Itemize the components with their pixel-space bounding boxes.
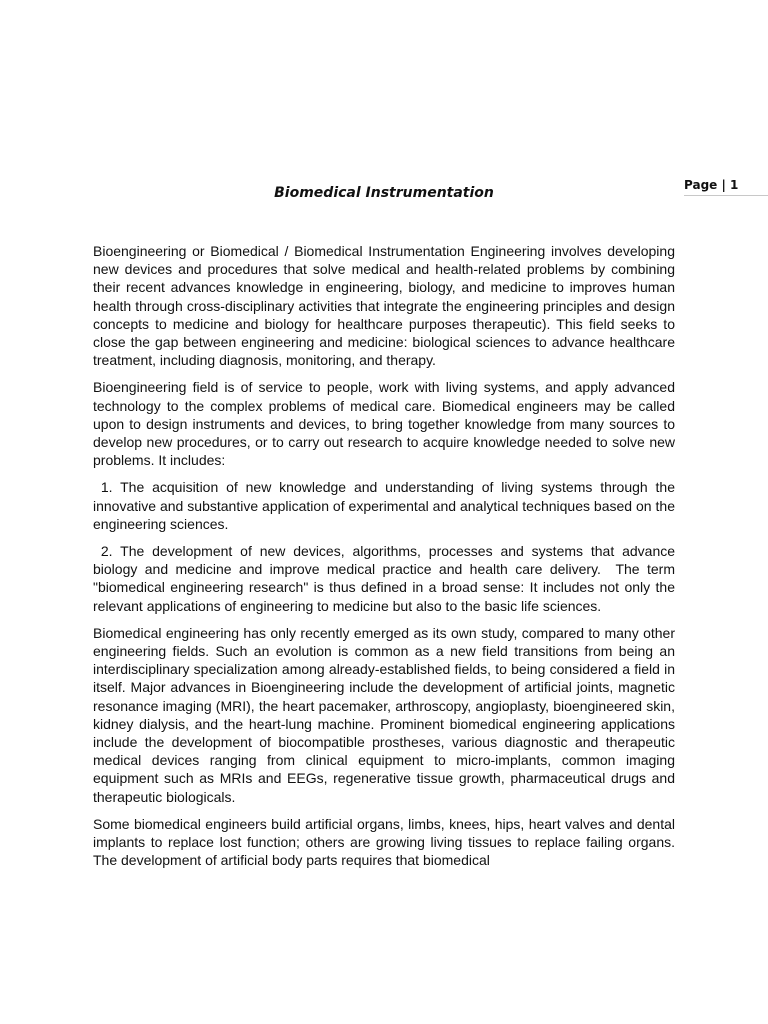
list-item-2: 2. The development of new devices, algorithms, processes and systems that advance biology and medicine and improve medical practice and health care delivery. The term "biomedical engineering research" is thus defined in a broad sense: It includes not only the relevant applications of engineering to medicine but also to the basic life sciences. xyxy=(93,543,679,614)
document-body xyxy=(93,242,679,879)
paragraph-history: Biomedical engineering has only recently emerged as its own study, compared to many other engineering fields. Such an evolution is common as a new field transitions from being an interdisciplinary specialization among already-established fields, to being considered a field in itself. Major advances in Bioengineering include the development of artificial joints, magnetic resonance imaging (MRI), the heart pacemaker, arthroscopy, angioplasty, bioengineered skin, kidney dialysis, and the heart-lung machine. Prominent biomedical engineering applications include the development of biocompatible prostheses, various diagnostic and therapeutic medical devices ranging from clinical equipment to micro-implants, common imaging equipment such as MRIs and EEGs, regenerative tissue growth, pharmaceutical drugs and therapeutic biologicals. xyxy=(93,624,675,805)
document-title: Biomedical Instrumentation xyxy=(274,185,494,201)
paragraph-service: Bioengineering field is of service to people, work with living systems, and apply advanced technology to the complex problems of medical care. Biomedical engineers may be called upon to design instruments and devices, to bring together knowledge from many sources to develop new procedures, or to carry out research to acquire knowledge needed to solve new problems. It includes: xyxy=(93,379,675,469)
list-item-1: 1. The acquisition of new knowledge and understanding of living systems through the innovative and substantive application of experimental and analytical techniques based on the engineering sciences. xyxy=(93,479,679,532)
page-number: Page | 1 xyxy=(684,178,768,196)
paragraph-intro: Bioengineering or Biomedical / Biomedical Instrumentation Engineering involves developing new devices and procedures that solve medical and health-related problems by combining their recent advances knowledge in engineering, biology, and medicine to improves human health through cross-disciplinary activities that integrate the engineering principles and design concepts to medicine and biology for healthcare purposes therapeutic). This field seeks to close the gap between engineering and medicine: biological sciences to advance healthcare treatment, including diagnosis, monitoring, and therapy. xyxy=(93,243,675,369)
paragraph-artificial-organs: Some biomedical engineers build artificial organs, limbs, knees, hips, heart valves and dental implants to replace lost function; others are growing living tissues to replace failing organs. The development of artificial body parts requires that biomedical xyxy=(93,815,675,869)
